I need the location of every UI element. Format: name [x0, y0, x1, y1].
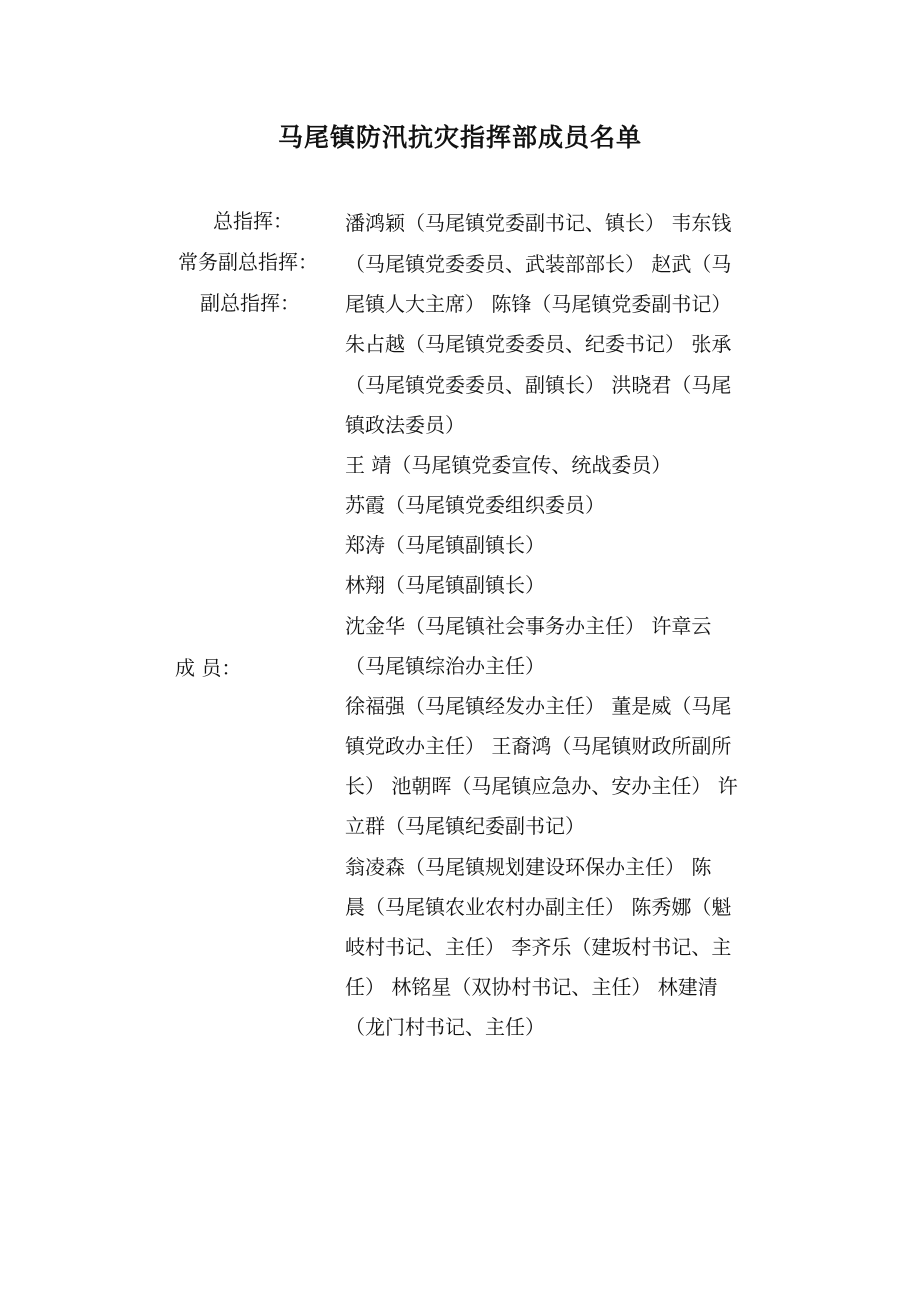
roster-line: 岐村书记、主任） 李齐乐（建坂村书记、主	[345, 935, 732, 959]
roster-line: 郑涛（马尾镇副镇长）	[345, 533, 545, 557]
roster-line: （龙门村书记、主任）	[345, 1015, 545, 1039]
roster-line: 林翔（马尾镇副镇长）	[345, 573, 545, 597]
roster-line: 镇党政办主任） 王裔鸿（马尾镇财政所副所	[345, 734, 732, 758]
roster-line: 朱占越（马尾镇党委委员、纪委书记） 张承	[345, 332, 732, 356]
roster-line: 翁凌森（马尾镇规划建设环保办主任） 陈	[345, 855, 712, 879]
roster-line: 镇政法委员）	[345, 413, 465, 437]
roster-line: 徐福强（马尾镇经发办主任） 董是威（马尾	[345, 694, 732, 718]
roster-line: （马尾镇党委委员、武装部部长） 赵武（马	[345, 252, 732, 276]
label-exec-deputy: 常务副总指挥：	[178, 250, 318, 274]
label-commander: 总指挥：	[213, 209, 293, 233]
roster-line: 潘鸿颖（马尾镇党委副书记、镇长） 韦东钱	[345, 211, 732, 235]
roster-line: 尾镇人大主席） 陈锋（马尾镇党委副书记）	[345, 292, 732, 316]
roster-line: 王 靖（马尾镇党委宣传、统战委员）	[345, 453, 672, 477]
page-title: 马尾镇防汛抗灾指挥部成员名单	[277, 123, 642, 152]
roster-line: 苏霞（马尾镇党委组织委员）	[345, 493, 605, 517]
roster-line: 长） 池朝晖（马尾镇应急办、安办主任） 许	[345, 774, 738, 798]
label-deputy: 副总指挥：	[200, 291, 300, 315]
label-members: 成 员：	[175, 656, 242, 680]
roster-line: 立群（马尾镇纪委副书记）	[345, 814, 585, 838]
roster-line: 沈金华（马尾镇社会事务办主任） 许章云	[345, 614, 712, 638]
roster-line: 晨（马尾镇农业农村办副主任） 陈秀娜（魁	[345, 895, 732, 919]
roster-line: 任） 林铭星（双协村书记、主任） 林建清	[345, 975, 718, 999]
roster-line: （马尾镇综治办主任）	[345, 654, 545, 678]
roster-line: （马尾镇党委委员、副镇长） 洪晓君（马尾	[345, 373, 732, 397]
